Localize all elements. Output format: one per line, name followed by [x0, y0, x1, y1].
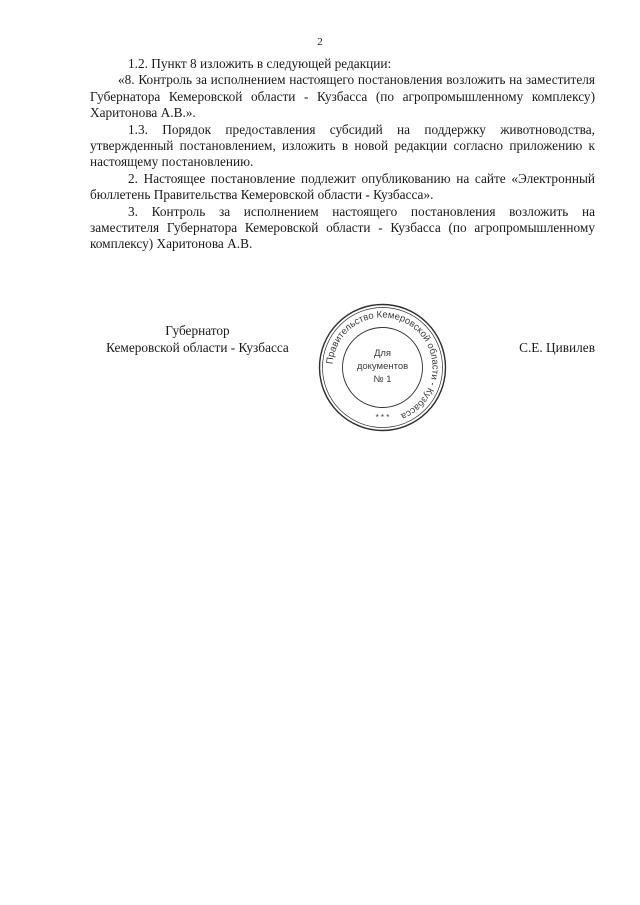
- signature-block: [90, 309, 595, 442]
- paragraph-1-2: 1.2. Пункт 8 изложить в следующей редакции:: [128, 56, 392, 71]
- seal-ring-text: Правительство Кемеровской области - Кузбасса: [324, 309, 441, 422]
- document-body: [90, 56, 595, 253]
- signatory-title-line1: Губернатор: [165, 323, 230, 338]
- paragraph-1-3: 1.3. Порядок предоставления субсидий на поддержку животноводства, утвержденный постановлением, изложить в новой редакции согласно приложению к настоящему постановлению.: [90, 121, 595, 170]
- page-number: 2: [317, 36, 323, 48]
- signatory-title-line2: Кемеровской области - Кузбасса: [106, 340, 289, 355]
- paragraph-quote-8: «8. Контроль за исполнением настоящего постановления возложить на заместителя Губернатора Кемеровской области - Кузбасса (по агропромышленному комплексу) Харитонова А.В.».: [90, 72, 595, 121]
- paragraph-2: 2. Настоящее постановление подлежит опубликованию на сайте «Электронный бюллетень Правительства Кемеровской области - Кузбасса».: [90, 170, 595, 203]
- official-seal: [315, 300, 450, 435]
- paragraph-3: 3. Контроль за исполнением настоящего постановления возложить на заместителя Губернатора Кемеровской области - Кузбасса (по агропромышленному комплексу) Харитонова А.В.: [90, 203, 595, 252]
- seal-center-line3: № 1: [373, 374, 392, 385]
- seal-center-line2: документов: [356, 361, 409, 372]
- seal-bottom-mark: * * *: [375, 413, 390, 422]
- signatory-title: [90, 322, 305, 356]
- signatory-name: С.Е. Цивилев: [519, 340, 595, 355]
- seal-center-line1: Для: [373, 348, 392, 359]
